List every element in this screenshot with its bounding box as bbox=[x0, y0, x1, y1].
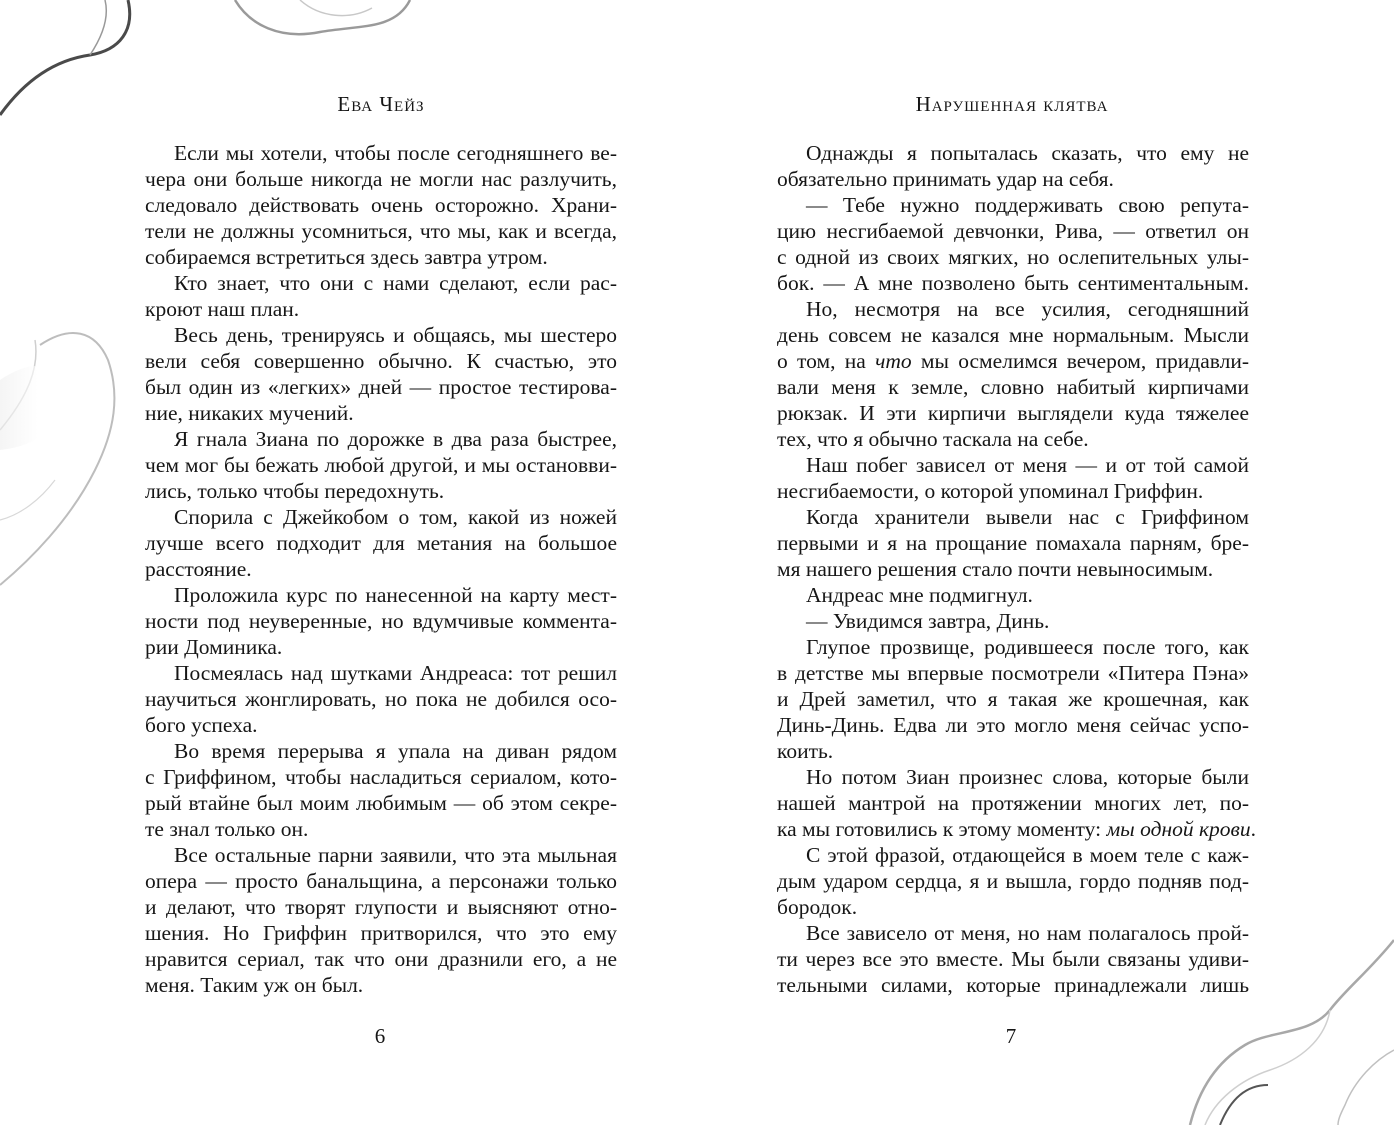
text-line: Динь-Динь. Едва ли это могло меня сейчас успо- bbox=[777, 713, 1249, 737]
text-line: научиться жонглировать, но пока не добился осо- bbox=[145, 687, 617, 711]
text-line: опера — просто банальщина, а персонажи только bbox=[145, 869, 617, 893]
text-line: ности под неуверенные, но вдумчивые коммента- bbox=[145, 609, 617, 633]
text-line: мя нашего решения стало почти невыносимым. bbox=[777, 557, 1214, 581]
text-line: рый втайне был моим любимым — об этом секре- bbox=[145, 791, 617, 815]
text-line: с одной из своих мягких, но ослепительных улы- bbox=[777, 245, 1249, 269]
text-line: вали меня к земле, словно набитый кирпичами bbox=[777, 375, 1249, 399]
text-line: тели не должны усомниться, что мы, как и всегда, bbox=[145, 219, 617, 243]
text-line: с Гриффином, чтобы насладиться сериалом, кото- bbox=[145, 765, 617, 789]
body-text-left bbox=[145, 140, 617, 998]
text-line: тельными силами, которые принадлежали лишь bbox=[777, 973, 1249, 997]
text-line: ти через все это вместе. Мы были связаны удиви- bbox=[777, 947, 1249, 971]
text-line: цию несгибаемой девчонки, Рива, — ответил он bbox=[777, 219, 1249, 243]
text-line: первыми и я на прощание помахала парням, бре- bbox=[777, 531, 1249, 555]
text-line: Андреас мне подмигнул. bbox=[806, 583, 1033, 607]
text-line: несгибаемости, о которой упоминал Гриффин. bbox=[777, 479, 1204, 503]
text-line: Но, несмотря на все усилия, сегодняшний bbox=[806, 297, 1249, 321]
text-line: был один из «легких» дней — простое тестирова- bbox=[145, 375, 617, 399]
right-page bbox=[697, 0, 1394, 1125]
text-line: бок. — А мне позволено быть сентиментальным. bbox=[777, 271, 1249, 295]
text-line: Но потом Зиан произнес слова, которые были bbox=[806, 765, 1249, 789]
text-line: вели себя совершенно обычно. К счастью, это bbox=[145, 349, 617, 373]
text-line: те знал только он. bbox=[145, 817, 309, 841]
text-line: чера они больше никогда не могли нас разлучить, bbox=[145, 167, 617, 191]
text-line: нравится сериал, так что они дразнили его, а не bbox=[145, 947, 617, 971]
text-line: — Увидимся завтра, Динь. bbox=[806, 609, 1050, 633]
text-line: Посмеялась над шутками Андреаса: тот решил bbox=[174, 661, 617, 685]
text-line: Если мы хотели, чтобы после сегодняшнего ве- bbox=[174, 141, 617, 165]
text-line: рюкзак. И эти кирпичи выглядели куда тяжелее bbox=[777, 401, 1249, 425]
text-line: день совсем не казался мне нормальным. Мысли bbox=[777, 323, 1249, 347]
text-line: Наш побег зависел от меня — и от той самой bbox=[806, 453, 1249, 477]
text-line: меня. Таким уж он был. bbox=[145, 973, 364, 997]
text-line: дым ударом сердца, я и вышла, гордо подняв под- bbox=[777, 869, 1249, 893]
text-line: и делают, что творят глупости и выясняют отно- bbox=[145, 895, 617, 919]
text-line: Во время перерыва я упала на диван рядом bbox=[174, 739, 617, 763]
text-line: кроют наш план. bbox=[145, 297, 300, 321]
text-line: чем мог бы бежать любой другой, и мы остановви- bbox=[145, 453, 617, 477]
page-number-left: 6 bbox=[374, 1024, 386, 1048]
text-line: о том, на что мы осмелимся вечером, придавли- bbox=[777, 349, 1250, 373]
text-line: С этой фразой, отдающейся в моем теле с каж- bbox=[806, 843, 1249, 867]
text-line: лучше всего подходит для метания на большое bbox=[145, 531, 617, 555]
text-line: коить. bbox=[777, 739, 834, 763]
text-line: обязательно принимать удар на себя. bbox=[777, 167, 1114, 191]
text-line: Все остальные парни заявили, что эта мыльная bbox=[174, 843, 617, 867]
text-line: собираемся встретиться здесь завтра утром. bbox=[145, 245, 548, 269]
body-text-right bbox=[777, 140, 1257, 998]
text-line: бого успеха. bbox=[145, 713, 258, 737]
text-line: нашей мантрой на протяжении многих лет, по- bbox=[777, 791, 1249, 815]
text-line: Спорила с Джейкобом о том, какой из ножей bbox=[174, 505, 617, 529]
text-line: ние, никаких мучений. bbox=[145, 401, 354, 425]
text-line: расстояние. bbox=[145, 557, 252, 581]
text-line: — Тебе нужно поддерживать свою репута- bbox=[806, 193, 1249, 217]
text-line: Весь день, тренируясь и общаясь, мы шестеро bbox=[174, 323, 617, 347]
running-head-author: Ева Чейз bbox=[337, 92, 425, 116]
text-line: в детстве мы впервые посмотрели «Питера Пэна» bbox=[777, 661, 1249, 685]
text-line: Однажды я попыталась сказать, что ему не bbox=[806, 141, 1249, 165]
text-line: Кто знает, что они с нами сделают, если рас- bbox=[174, 271, 617, 295]
text-line: ка мы готовились к этому моменту: мы одной крови. bbox=[777, 817, 1257, 841]
text-line: Глупое прозвище, родившееся после того, как bbox=[806, 635, 1249, 659]
text-line: Проложила курс по нанесенной на карту мест- bbox=[174, 583, 617, 607]
text-line: рии Доминика. bbox=[145, 635, 283, 659]
text-line: тех, что я обычно таскала на себе. bbox=[777, 427, 1089, 451]
text-line: Я гнала Зиана по дорожке в два раза быстрее, bbox=[174, 427, 617, 451]
text-line: и Дрей заметил, что я такая же крошечная, как bbox=[777, 687, 1249, 711]
text-line: шения. Но Гриффин притворился, что это ему bbox=[145, 921, 617, 945]
text-line: следовало действовать очень осторожно. Храни- bbox=[145, 193, 617, 217]
text-line: бородок. bbox=[777, 895, 858, 919]
running-head-title: Нарушенная клятва bbox=[915, 92, 1109, 116]
page-number-right: 7 bbox=[1005, 1024, 1017, 1048]
text-line: лись, только чтобы передохнуть. bbox=[145, 479, 445, 503]
text-line: Все зависело от меня, но нам полагалось прой- bbox=[806, 921, 1249, 945]
text-line: Когда хранители вывели нас с Гриффином bbox=[806, 505, 1249, 529]
